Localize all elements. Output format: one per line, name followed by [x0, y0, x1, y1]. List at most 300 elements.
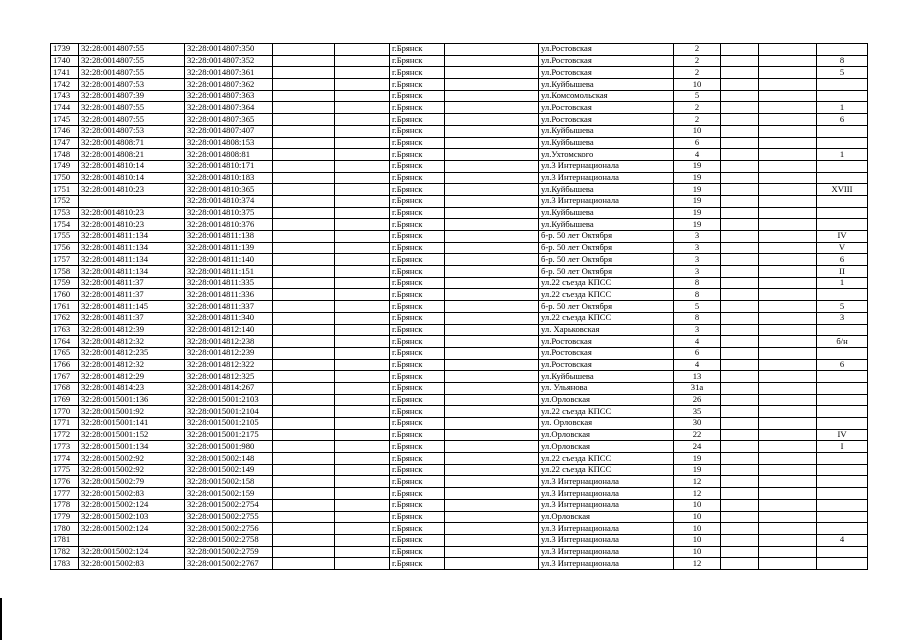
empty-cell [335, 55, 390, 67]
premises-number-cell: 6 [817, 254, 868, 266]
empty-cell [759, 231, 817, 243]
empty-cell [273, 149, 335, 161]
object-cadastral-cell: 32:28:0014810:374 [185, 195, 273, 207]
empty-cell [445, 511, 539, 523]
empty-cell [273, 242, 335, 254]
empty-cell [759, 359, 817, 371]
empty-cell [335, 476, 390, 488]
object-cadastral-cell: 32:28:0015002:148 [185, 453, 273, 465]
city-cell: г.Брянск [390, 160, 445, 172]
premises-number-cell [817, 79, 868, 91]
parcel-cadastral-cell: 32:28:0014812:39 [79, 324, 185, 336]
empty-cell [721, 464, 759, 476]
object-cadastral-cell: 32:28:0014812:140 [185, 324, 273, 336]
table-row [51, 546, 868, 558]
empty-cell [335, 534, 390, 546]
premises-number-cell [817, 488, 868, 500]
empty-cell [273, 359, 335, 371]
empty-cell [445, 394, 539, 406]
parcel-cadastral-cell: 32:28:0015002:92 [79, 453, 185, 465]
table-row [51, 125, 868, 137]
house-number-cell: 19 [674, 207, 721, 219]
empty-cell [273, 406, 335, 418]
table-row [51, 382, 868, 394]
empty-cell [759, 160, 817, 172]
street-cell: ул.Куйбышева [539, 207, 674, 219]
house-number-cell: 19 [674, 160, 721, 172]
empty-cell [721, 114, 759, 126]
empty-cell [273, 90, 335, 102]
premises-number-cell [817, 382, 868, 394]
house-number-cell: 19 [674, 184, 721, 196]
empty-cell [759, 55, 817, 67]
street-cell: ул.22 съезда КПСС [539, 453, 674, 465]
parcel-cadastral-cell: 32:28:0014810:14 [79, 160, 185, 172]
row-number-cell: 1743 [51, 90, 79, 102]
street-cell: ул.Ухтомского [539, 149, 674, 161]
empty-cell [759, 219, 817, 231]
empty-cell [759, 184, 817, 196]
empty-cell [445, 254, 539, 266]
object-cadastral-cell: 32:28:0014811:151 [185, 266, 273, 278]
house-number-cell: 2 [674, 114, 721, 126]
empty-cell [721, 44, 759, 56]
row-number-cell: 1766 [51, 359, 79, 371]
empty-cell [721, 429, 759, 441]
street-cell: ул.Куйбышева [539, 125, 674, 137]
empty-cell [445, 184, 539, 196]
house-number-cell: 3 [674, 266, 721, 278]
empty-cell [335, 172, 390, 184]
row-number-cell: 1755 [51, 231, 79, 243]
street-cell: б-р. 50 лет Октября [539, 242, 674, 254]
parcel-cadastral-cell: 32:28:0014811:37 [79, 312, 185, 324]
object-cadastral-cell: 32:28:0014811:140 [185, 254, 273, 266]
object-cadastral-cell: 32:28:0014811:340 [185, 312, 273, 324]
table-row [51, 558, 868, 570]
city-cell: г.Брянск [390, 406, 445, 418]
empty-cell [335, 499, 390, 511]
street-cell: ул.3 Интернационала [539, 523, 674, 535]
empty-cell [759, 546, 817, 558]
empty-cell [721, 558, 759, 570]
table-row [51, 511, 868, 523]
row-number-cell: 1742 [51, 79, 79, 91]
parcel-cadastral-cell: 32:28:0014810:14 [79, 172, 185, 184]
house-number-cell: 19 [674, 453, 721, 465]
object-cadastral-cell: 32:28:0015002:2767 [185, 558, 273, 570]
city-cell: г.Брянск [390, 312, 445, 324]
house-number-cell: 2 [674, 102, 721, 114]
table-row [51, 219, 868, 231]
empty-cell [273, 160, 335, 172]
premises-number-cell [817, 464, 868, 476]
empty-cell [721, 406, 759, 418]
empty-cell [445, 149, 539, 161]
street-cell: ул.Ростовская [539, 55, 674, 67]
empty-cell [445, 125, 539, 137]
table-row [51, 336, 868, 348]
empty-cell [273, 499, 335, 511]
table-row [51, 172, 868, 184]
object-cadastral-cell: 32:28:0015001:2175 [185, 429, 273, 441]
empty-cell [445, 242, 539, 254]
premises-number-cell [817, 172, 868, 184]
row-number-cell: 1780 [51, 523, 79, 535]
row-number-cell: 1760 [51, 289, 79, 301]
empty-cell [335, 558, 390, 570]
house-number-cell: 5 [674, 301, 721, 313]
premises-number-cell [817, 418, 868, 430]
row-number-cell: 1770 [51, 406, 79, 418]
object-cadastral-cell: 32:28:0015002:2754 [185, 499, 273, 511]
street-cell: б-р. 50 лет Октября [539, 231, 674, 243]
premises-number-cell: 1 [817, 149, 868, 161]
empty-cell [335, 242, 390, 254]
street-cell: ул.Орловская [539, 441, 674, 453]
house-number-cell: 10 [674, 125, 721, 137]
empty-cell [759, 312, 817, 324]
empty-cell [273, 347, 335, 359]
row-number-cell: 1773 [51, 441, 79, 453]
empty-cell [721, 301, 759, 313]
empty-cell [759, 266, 817, 278]
row-number-cell: 1768 [51, 382, 79, 394]
house-number-cell: 26 [674, 394, 721, 406]
row-number-cell: 1772 [51, 429, 79, 441]
empty-cell [273, 44, 335, 56]
row-number-cell: 1783 [51, 558, 79, 570]
house-number-cell: 4 [674, 336, 721, 348]
parcel-cadastral-cell: 32:28:0015001:152 [79, 429, 185, 441]
object-cadastral-cell: 32:28:0014811:139 [185, 242, 273, 254]
street-cell: ул.Ростовская [539, 44, 674, 56]
house-number-cell: 12 [674, 476, 721, 488]
object-cadastral-cell: 32:28:0014810:376 [185, 219, 273, 231]
empty-cell [759, 523, 817, 535]
object-cadastral-cell: 32:28:0015002:2755 [185, 511, 273, 523]
empty-cell [335, 488, 390, 500]
row-number-cell: 1751 [51, 184, 79, 196]
city-cell: г.Брянск [390, 394, 445, 406]
table-row [51, 277, 868, 289]
empty-cell [335, 347, 390, 359]
premises-number-cell: 4 [817, 534, 868, 546]
city-cell: г.Брянск [390, 114, 445, 126]
parcel-cadastral-cell: 32:28:0014808:21 [79, 149, 185, 161]
empty-cell [335, 219, 390, 231]
empty-cell [721, 79, 759, 91]
row-number-cell: 1756 [51, 242, 79, 254]
street-cell: ул.Орловская [539, 511, 674, 523]
street-cell: ул.Куйбышева [539, 79, 674, 91]
object-cadastral-cell: 32:28:0014810:365 [185, 184, 273, 196]
object-cadastral-cell: 32:28:0015001:980 [185, 441, 273, 453]
premises-number-cell [817, 523, 868, 535]
table-row [51, 67, 868, 79]
empty-cell [445, 44, 539, 56]
house-number-cell: 8 [674, 277, 721, 289]
city-cell: г.Брянск [390, 149, 445, 161]
house-number-cell: 30 [674, 418, 721, 430]
city-cell: г.Брянск [390, 207, 445, 219]
empty-cell [335, 289, 390, 301]
property-registry-table [50, 43, 868, 570]
house-number-cell: 4 [674, 359, 721, 371]
empty-cell [445, 429, 539, 441]
row-number-cell: 1776 [51, 476, 79, 488]
empty-cell [273, 324, 335, 336]
parcel-cadastral-cell: 32:28:0014807:39 [79, 90, 185, 102]
parcel-cadastral-cell: 32:28:0015002:124 [79, 499, 185, 511]
empty-cell [721, 394, 759, 406]
parcel-cadastral-cell: 32:28:0015002:124 [79, 523, 185, 535]
premises-number-cell [817, 160, 868, 172]
empty-cell [759, 429, 817, 441]
parcel-cadastral-cell: 32:28:0015001:92 [79, 406, 185, 418]
empty-cell [445, 90, 539, 102]
city-cell: г.Брянск [390, 464, 445, 476]
row-number-cell: 1761 [51, 301, 79, 313]
empty-cell [759, 254, 817, 266]
street-cell: ул. Харьковская [539, 324, 674, 336]
empty-cell [721, 160, 759, 172]
city-cell: г.Брянск [390, 347, 445, 359]
empty-cell [721, 242, 759, 254]
city-cell: г.Брянск [390, 254, 445, 266]
premises-number-cell [817, 125, 868, 137]
parcel-cadastral-cell: 32:28:0014807:55 [79, 67, 185, 79]
empty-cell [445, 336, 539, 348]
city-cell: г.Брянск [390, 289, 445, 301]
premises-number-cell: 6 [817, 114, 868, 126]
city-cell: г.Брянск [390, 90, 445, 102]
empty-cell [759, 534, 817, 546]
object-cadastral-cell: 32:28:0014807:352 [185, 55, 273, 67]
premises-number-cell: 3 [817, 312, 868, 324]
premises-number-cell: 5 [817, 301, 868, 313]
empty-cell [335, 231, 390, 243]
parcel-cadastral-cell: 32:28:0015002:83 [79, 558, 185, 570]
empty-cell [759, 441, 817, 453]
empty-cell [273, 219, 335, 231]
table-row [51, 207, 868, 219]
street-cell: б-р. 50 лет Октября [539, 301, 674, 313]
premises-number-cell [817, 219, 868, 231]
premises-number-cell: II [817, 266, 868, 278]
empty-cell [335, 125, 390, 137]
parcel-cadastral-cell: 32:28:0014808:71 [79, 137, 185, 149]
city-cell: г.Брянск [390, 231, 445, 243]
empty-cell [335, 266, 390, 278]
street-cell: ул.3 Интернационала [539, 534, 674, 546]
row-number-cell: 1769 [51, 394, 79, 406]
street-cell: ул.3 Интернационала [539, 546, 674, 558]
empty-cell [445, 231, 539, 243]
empty-cell [335, 44, 390, 56]
table-row [51, 254, 868, 266]
empty-cell [273, 67, 335, 79]
city-cell: г.Брянск [390, 488, 445, 500]
premises-number-cell [817, 137, 868, 149]
row-number-cell: 1765 [51, 347, 79, 359]
object-cadastral-cell: 32:28:0014814:267 [185, 382, 273, 394]
empty-cell [273, 125, 335, 137]
empty-cell [721, 90, 759, 102]
street-cell: ул.3 Интернационала [539, 172, 674, 184]
city-cell: г.Брянск [390, 523, 445, 535]
empty-cell [335, 511, 390, 523]
city-cell: г.Брянск [390, 499, 445, 511]
premises-number-cell: 1 [817, 277, 868, 289]
table-row [51, 289, 868, 301]
house-number-cell: 2 [674, 55, 721, 67]
object-cadastral-cell: 32:28:0014811:337 [185, 301, 273, 313]
table-row [51, 90, 868, 102]
empty-cell [273, 511, 335, 523]
table-row [51, 195, 868, 207]
object-cadastral-cell: 32:28:0014810:171 [185, 160, 273, 172]
empty-cell [721, 312, 759, 324]
object-cadastral-cell: 32:28:0015002:2758 [185, 534, 273, 546]
empty-cell [721, 184, 759, 196]
premises-number-cell: IV [817, 429, 868, 441]
table-row [51, 359, 868, 371]
row-number-cell: 1764 [51, 336, 79, 348]
empty-cell [721, 499, 759, 511]
row-number-cell: 1757 [51, 254, 79, 266]
object-cadastral-cell: 32:28:0015001:2104 [185, 406, 273, 418]
premises-number-cell: IV [817, 231, 868, 243]
table-row [51, 44, 868, 56]
street-cell: ул.Куйбышева [539, 184, 674, 196]
empty-cell [335, 406, 390, 418]
empty-cell [335, 418, 390, 430]
object-cadastral-cell: 32:28:0015002:2759 [185, 546, 273, 558]
premises-number-cell [817, 511, 868, 523]
empty-cell [445, 137, 539, 149]
house-number-cell: 8 [674, 312, 721, 324]
empty-cell [445, 347, 539, 359]
city-cell: г.Брянск [390, 55, 445, 67]
city-cell: г.Брянск [390, 277, 445, 289]
empty-cell [759, 347, 817, 359]
street-cell: ул.Орловская [539, 394, 674, 406]
empty-cell [445, 418, 539, 430]
empty-cell [759, 207, 817, 219]
empty-cell [721, 254, 759, 266]
city-cell: г.Брянск [390, 324, 445, 336]
street-cell: ул.3 Интернационала [539, 160, 674, 172]
city-cell: г.Брянск [390, 301, 445, 313]
empty-cell [273, 137, 335, 149]
house-number-cell: 8 [674, 289, 721, 301]
premises-number-cell: 8 [817, 55, 868, 67]
row-number-cell: 1782 [51, 546, 79, 558]
city-cell: г.Брянск [390, 195, 445, 207]
street-cell: ул.Куйбышева [539, 371, 674, 383]
premises-number-cell: 1 [817, 102, 868, 114]
object-cadastral-cell: 32:28:0014807:350 [185, 44, 273, 56]
street-cell: ул.Ростовская [539, 336, 674, 348]
empty-cell [335, 67, 390, 79]
empty-cell [721, 266, 759, 278]
street-cell: б-р. 50 лет Октября [539, 266, 674, 278]
empty-cell [445, 55, 539, 67]
empty-cell [335, 312, 390, 324]
object-cadastral-cell: 32:28:0014808:81 [185, 149, 273, 161]
empty-cell [759, 195, 817, 207]
premises-number-cell [817, 406, 868, 418]
empty-cell [721, 67, 759, 79]
house-number-cell: 6 [674, 137, 721, 149]
premises-number-cell: V [817, 242, 868, 254]
city-cell: г.Брянск [390, 371, 445, 383]
city-cell: г.Брянск [390, 67, 445, 79]
table-row [51, 429, 868, 441]
street-cell: ул.22 съезда КПСС [539, 289, 674, 301]
parcel-cadastral-cell: 32:28:0014814:23 [79, 382, 185, 394]
premises-number-cell: б/н [817, 336, 868, 348]
city-cell: г.Брянск [390, 359, 445, 371]
street-cell: б-р. 50 лет Октября [539, 254, 674, 266]
empty-cell [759, 406, 817, 418]
row-number-cell: 1762 [51, 312, 79, 324]
house-number-cell: 31а [674, 382, 721, 394]
empty-cell [759, 488, 817, 500]
house-number-cell: 24 [674, 441, 721, 453]
empty-cell [445, 102, 539, 114]
empty-cell [445, 534, 539, 546]
house-number-cell: 5 [674, 90, 721, 102]
empty-cell [273, 429, 335, 441]
empty-cell [273, 55, 335, 67]
object-cadastral-cell: 32:28:0014807:361 [185, 67, 273, 79]
row-number-cell: 1752 [51, 195, 79, 207]
empty-cell [445, 453, 539, 465]
empty-cell [759, 102, 817, 114]
street-cell: ул.3 Интернационала [539, 476, 674, 488]
table-row [51, 242, 868, 254]
empty-cell [759, 79, 817, 91]
empty-cell [721, 149, 759, 161]
empty-cell [445, 266, 539, 278]
empty-cell [273, 114, 335, 126]
empty-cell [721, 195, 759, 207]
parcel-cadastral-cell: 32:28:0014812:29 [79, 371, 185, 383]
row-number-cell: 1781 [51, 534, 79, 546]
empty-cell [335, 254, 390, 266]
empty-cell [721, 488, 759, 500]
empty-cell [335, 441, 390, 453]
object-cadastral-cell: 32:28:0015002:149 [185, 464, 273, 476]
table-row [51, 231, 868, 243]
street-cell: ул.Ростовская [539, 102, 674, 114]
house-number-cell: 6 [674, 347, 721, 359]
row-number-cell: 1758 [51, 266, 79, 278]
empty-cell [445, 160, 539, 172]
table-row [51, 312, 868, 324]
table-row [51, 453, 868, 465]
row-number-cell: 1741 [51, 67, 79, 79]
premises-number-cell [817, 546, 868, 558]
street-cell: ул.Куйбышева [539, 137, 674, 149]
empty-cell [335, 546, 390, 558]
empty-cell [335, 523, 390, 535]
parcel-cadastral-cell: 32:28:0014811:37 [79, 277, 185, 289]
object-cadastral-cell: 32:28:0014810:375 [185, 207, 273, 219]
street-cell: ул. Орловская [539, 418, 674, 430]
